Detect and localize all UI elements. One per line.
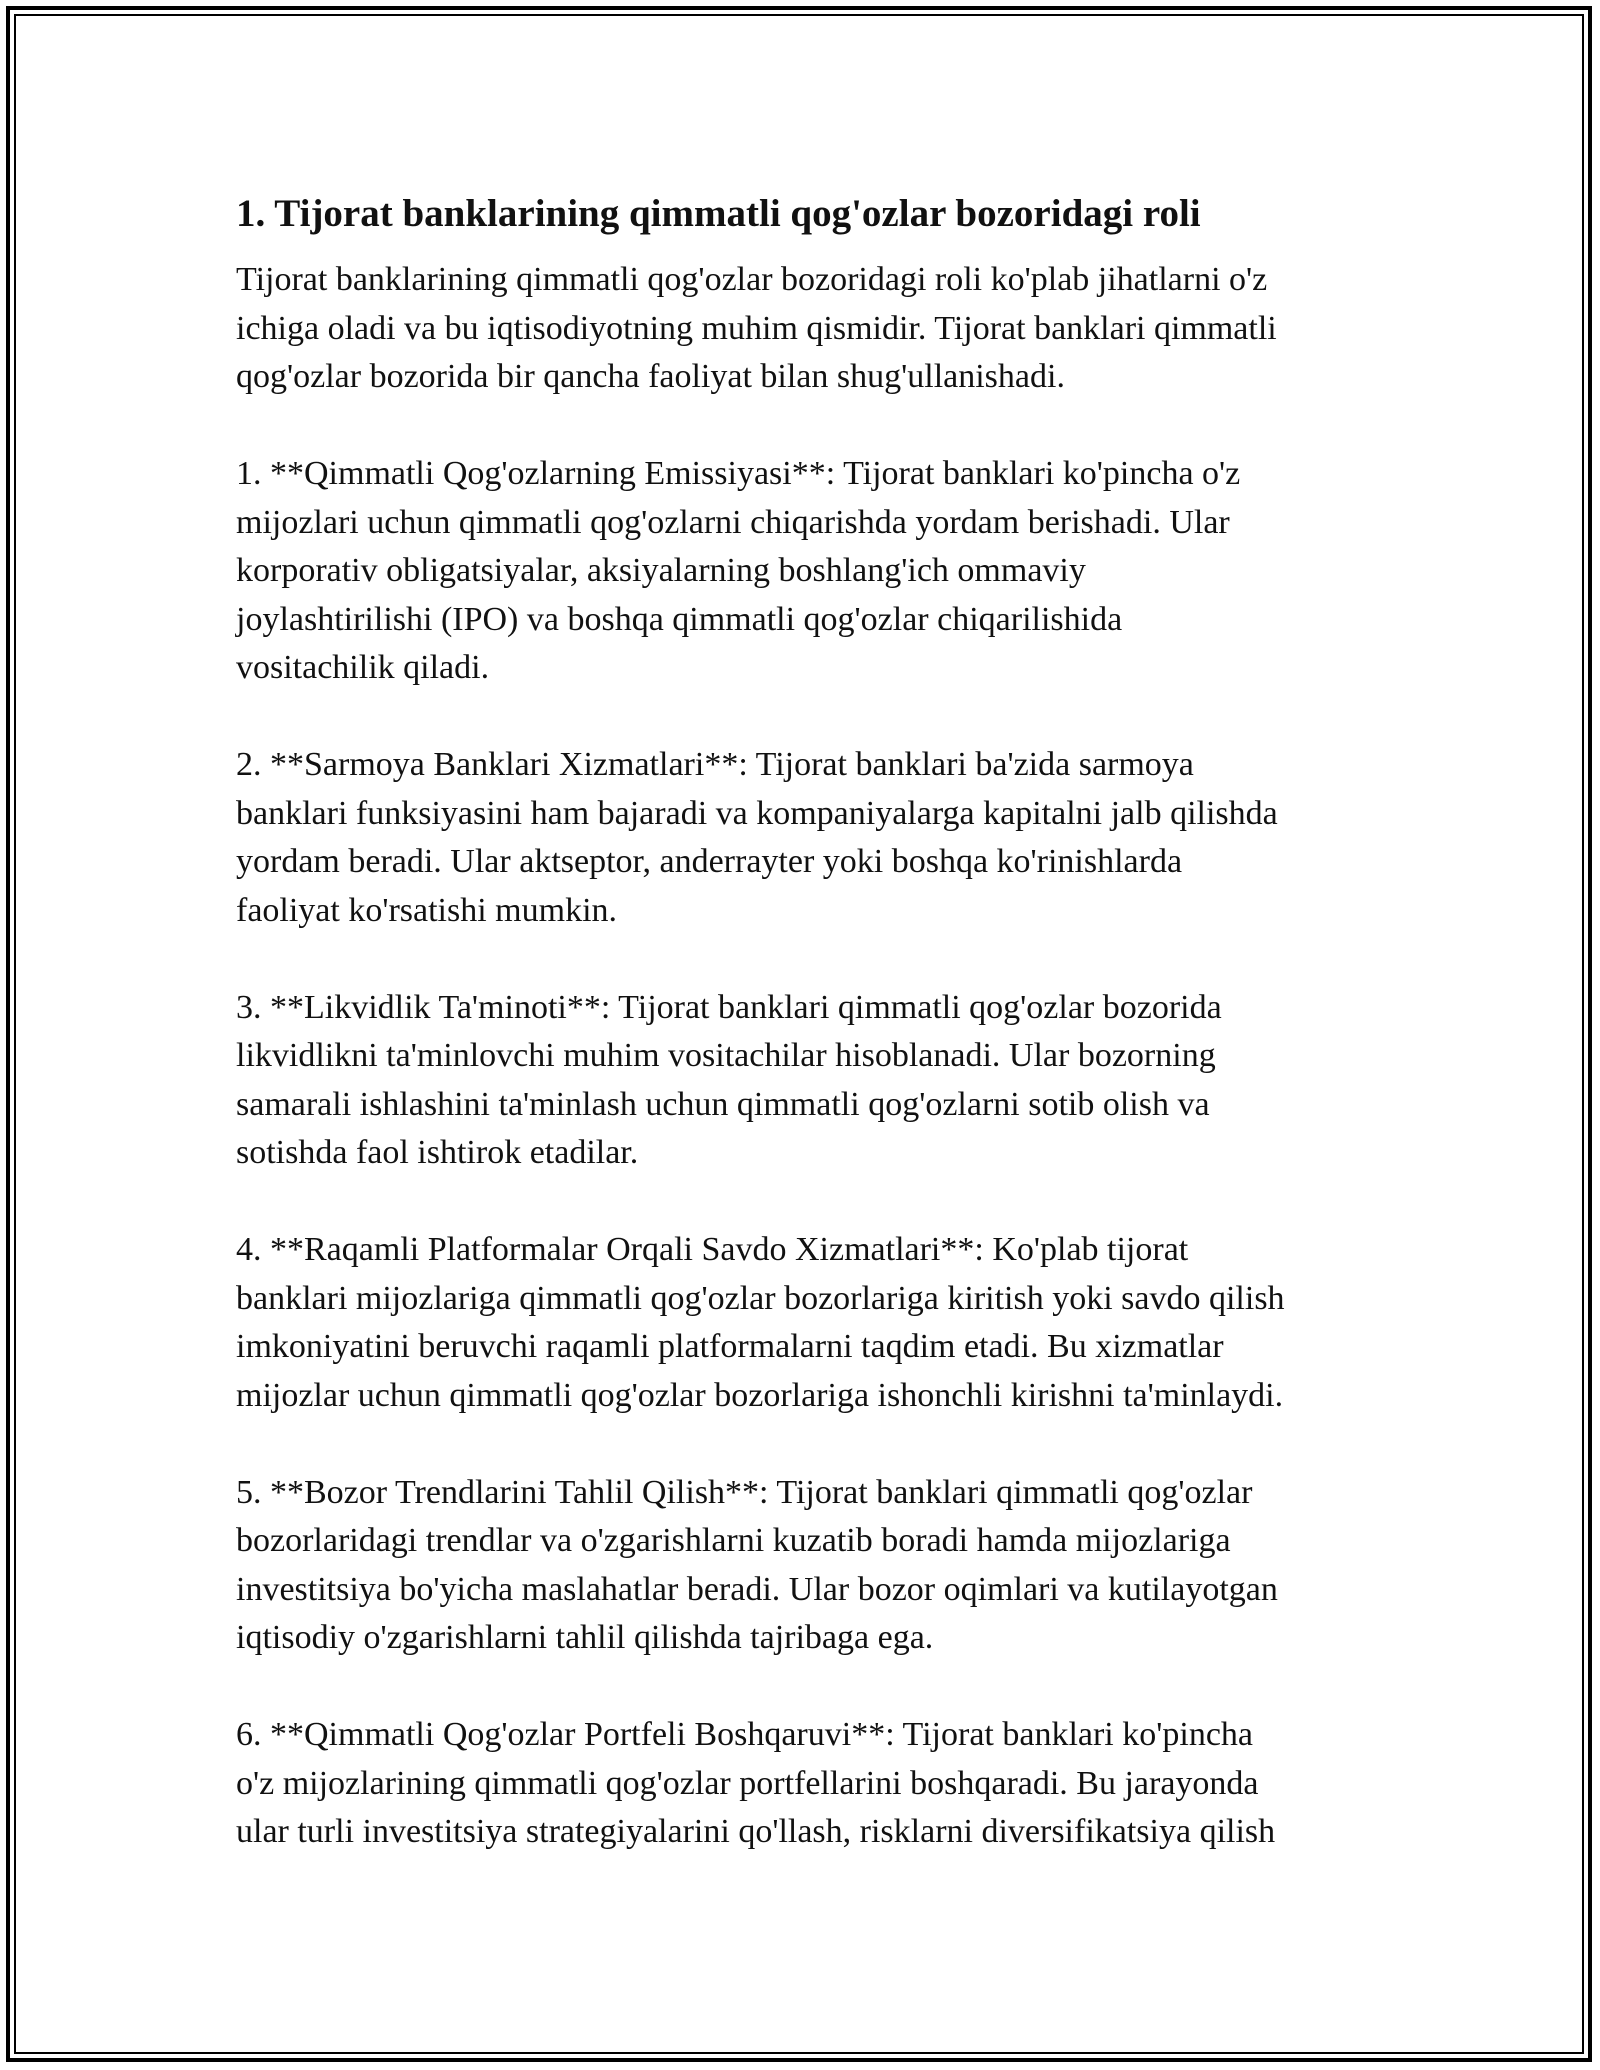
paragraph-line: sotishda faol ishtirok etadilar. — [236, 1134, 639, 1171]
paragraph-line: faoliyat ko'rsatishi mumkin. — [236, 891, 618, 929]
paragraph-line: banklari funksiyasini ham bajaradi va kompaniyalarga kapitalni jalb qilishda — [236, 794, 1278, 832]
paragraph-line: vositachilik qiladi. — [236, 649, 490, 686]
paragraph-line: o'z mijozlarining qimmatli qog'ozlar portfellarini boshqaradi. Bu jarayonda — [236, 1764, 1259, 1802]
paragraph-line: mijozlari uchun qimmatli qog'ozlarni chiqarishda yordam berishadi. Ular — [236, 503, 1230, 541]
paragraph-line: ichiga oladi va bu iqtisodiyotning muhim qismidir. Tijorat banklari qimmatli — [236, 309, 1277, 347]
paragraph — [236, 984, 1376, 1178]
paragraph-line: 2. **Sarmoya Banklari Xizmatlari**: Tijorat banklari ba'zida sarmoya — [236, 746, 1194, 783]
paragraph-line: mijozlar uchun qimmatli qog'ozlar bozorlariga ishonchli kirishni ta'minlaydi. — [236, 1376, 1284, 1414]
paragraph-line: imkoniyatini beruvchi raqamli platformalarni taqdim etadi. Bu xizmatlar — [236, 1328, 1224, 1365]
paragraph-line: yordam beradi. Ular aktseptor, anderrayter yoki boshqa ko'rinishlarda — [236, 843, 1183, 880]
paragraph-line: 6. **Qimmatli Qog'ozlar Portfeli Boshqaruvi**: Tijorat banklari ko'pincha — [236, 1716, 1254, 1753]
paragraph-line: 4. **Raqamli Platformalar Orqali Savdo Xizmatlari**: Ko'plab tijorat — [236, 1231, 1189, 1268]
paragraph — [236, 450, 1376, 693]
paragraph-line: ular turli investitsiya strategiyalarini qo'llash, risklarni diversifikatsiya qilish — [236, 1813, 1276, 1850]
paragraph — [236, 1711, 1376, 1857]
paragraph-line: Tijorat banklarining qimmatli qog'ozlar bozoridagi roli ko'plab jihatlarni o'z — [236, 261, 1268, 298]
paragraph-line: joylashtirilishi (IPO) va boshqa qimmatli qog'ozlar chiqarilishida — [236, 600, 1123, 638]
paragraph — [236, 1469, 1376, 1663]
paragraph-line: investitsiya bo'yicha maslahatlar beradi. Ular bozor oqimlari va kutilayotgan — [236, 1570, 1278, 1608]
paragraph-line: bozorlaridagi trendlar va o'zgarishlarni kuzatib boradi hamda mijozlariga — [236, 1522, 1231, 1559]
paragraph — [236, 741, 1376, 935]
paragraph — [236, 1226, 1376, 1420]
paragraph-line: 1. **Qimmatli Qog'ozlarning Emissiyasi**: Tijorat banklari ko'pincha o'z — [236, 455, 1241, 492]
paragraph-line: 5. **Bozor Trendlarini Tahlil Qilish**: Tijorat banklari qimmatli qog'ozlar — [236, 1473, 1253, 1511]
paragraph-line: korporativ obligatsiyalar, aksiyalarning boshlang'ich ommaviy — [236, 552, 1086, 589]
paragraph-list — [236, 256, 1376, 1857]
paragraph — [236, 256, 1376, 402]
paragraph-line: qog'ozlar bozorida bir qancha faoliyat bilan shug'ullanishadi. — [236, 358, 1065, 395]
paragraph-line: 3. **Likvidlik Ta'minoti**: Tijorat banklari qimmatli qog'ozlar bozorida — [236, 988, 1222, 1026]
paragraph-line: iqtisodiy o'zgarishlarni tahlil qilishda tajribaga ega. — [236, 1619, 934, 1656]
paragraph-line: samarali ishlashini ta'minlash uchun qimmatli qog'ozlarni sotib olish va — [236, 1085, 1210, 1123]
paragraph-line: likvidlikni ta'minlovchi muhim vositachilar hisoblanadi. Ular bozorning — [236, 1037, 1216, 1074]
document-body — [236, 186, 1376, 1857]
paragraph-line: banklari mijozlariga qimmatli qog'ozlar bozorlariga kiritish yoki savdo qilish — [236, 1279, 1285, 1317]
document-title: 1. Tijorat banklarining qimmatli qog'ozlar bozoridagi roli — [236, 192, 1201, 235]
